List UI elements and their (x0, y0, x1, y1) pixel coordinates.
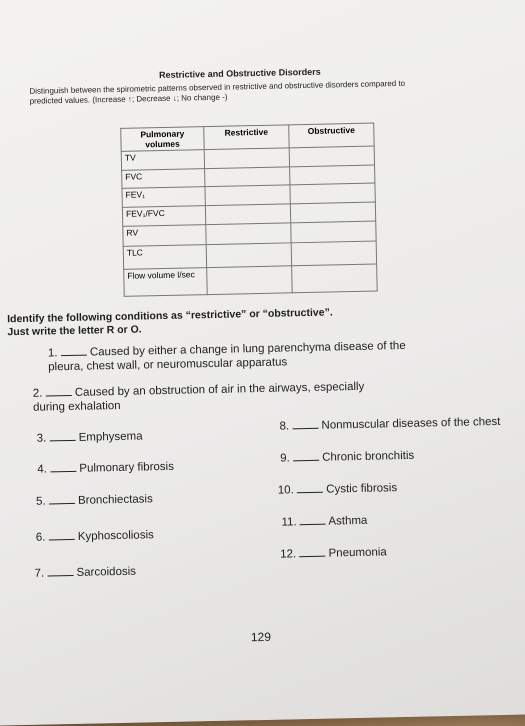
table-header: Pulmonary volumes (121, 127, 204, 152)
restrictive-cell[interactable] (207, 266, 293, 295)
table-header: Restrictive (204, 125, 289, 150)
obstructive-cell[interactable] (290, 202, 375, 223)
obstructive-cell[interactable] (292, 264, 378, 293)
answer-blank-7[interactable] (47, 564, 73, 577)
question-12 (280, 543, 387, 560)
answer-blank-4[interactable] (50, 460, 76, 473)
question-4 (37, 458, 174, 476)
restrictive-cell[interactable] (205, 185, 290, 206)
section-prompt: Identify the following conditions as “restrictive” or “obstructive”. Just write the letter R or O. (7, 306, 333, 339)
spirometry-table (120, 123, 377, 297)
question-number: 11. (281, 516, 297, 529)
question-number: 2. (32, 387, 43, 400)
question-number: 9. (280, 452, 290, 465)
obstructive-cell[interactable] (290, 165, 375, 185)
restrictive-cell[interactable] (205, 167, 290, 187)
obstructive-cell[interactable] (289, 146, 374, 167)
instructions: Distinguish between the spirometric patterns observed in restrictive and obstructive disorders compared to predicted values. (Increase ↑; Decrease ↓; No change -) (29, 78, 406, 106)
obstructive-cell[interactable] (291, 221, 376, 243)
page-number: 129 (250, 629, 272, 645)
obstructive-cell[interactable] (291, 241, 376, 266)
answer-blank-12[interactable] (299, 545, 325, 558)
question-text: Pneumonia (328, 546, 387, 560)
question-text: Chronic bronchitis (322, 449, 415, 464)
question-text: Asthma (328, 514, 368, 528)
restrictive-cell[interactable] (206, 223, 291, 245)
row-label: TV (121, 150, 204, 171)
question-number: 12. (280, 548, 297, 561)
answer-blank-2[interactable] (45, 384, 71, 397)
question-9 (280, 447, 414, 465)
restrictive-cell[interactable] (204, 148, 289, 169)
question-text: Caused by an obstruction of air in the airways, especially during exhalation (32, 380, 365, 414)
question-text: Caused by either a change in lung parenchyma disease of the pleura, chest wall, or neuromuscular apparatus (48, 339, 406, 374)
question-6 (36, 526, 154, 543)
question-number: 1. (47, 347, 58, 360)
answer-blank-10[interactable] (297, 481, 323, 494)
question-11 (281, 512, 367, 529)
question-10 (278, 479, 398, 496)
obstructive-cell[interactable] (290, 183, 375, 204)
question-3 (37, 427, 143, 444)
question-number: 8. (279, 420, 290, 433)
table-row (124, 264, 378, 296)
answer-blank-9[interactable] (293, 449, 319, 462)
row-label: TLC (123, 245, 206, 270)
row-label: FEV₁/FVC (122, 206, 205, 227)
question-2 (33, 377, 394, 415)
page-title: Restrictive and Obstructive Disorders (159, 66, 321, 81)
restrictive-cell[interactable] (206, 243, 291, 268)
question-1 (48, 337, 409, 375)
row-label: Flow volume l/sec (124, 268, 208, 297)
answer-blank-6[interactable] (48, 528, 74, 541)
row-label: FVC (122, 169, 205, 189)
table-header: Obstructive (289, 123, 374, 148)
question-text: Bronchiectasis (77, 493, 153, 507)
answer-blank-1[interactable] (61, 344, 87, 357)
row-label: FEV₁ (122, 187, 205, 208)
question-text: Nonmuscular diseases of the chest (321, 415, 501, 432)
question-number: 4. (37, 463, 48, 476)
question-7 (34, 563, 136, 580)
question-5 (36, 490, 153, 507)
question-text: Cystic fibrosis (326, 482, 398, 496)
question-number: 7. (34, 567, 45, 580)
row-label: RV (123, 225, 206, 247)
answer-blank-8[interactable] (292, 417, 318, 430)
question-text: Sarcoidosis (76, 565, 137, 579)
answer-blank-11[interactable] (300, 513, 326, 526)
question-text: Emphysema (78, 430, 143, 444)
answer-blank-5[interactable] (49, 492, 75, 505)
question-text: Kyphoscoliosis (77, 529, 154, 543)
question-number: 5. (35, 495, 46, 508)
question-text: Pulmonary fibrosis (79, 460, 175, 475)
question-number: 10. (277, 484, 294, 497)
question-8 (279, 413, 500, 433)
restrictive-cell[interactable] (205, 204, 290, 225)
answer-blank-3[interactable] (49, 429, 75, 442)
question-number: 6. (35, 531, 46, 544)
question-number: 3. (36, 432, 47, 445)
